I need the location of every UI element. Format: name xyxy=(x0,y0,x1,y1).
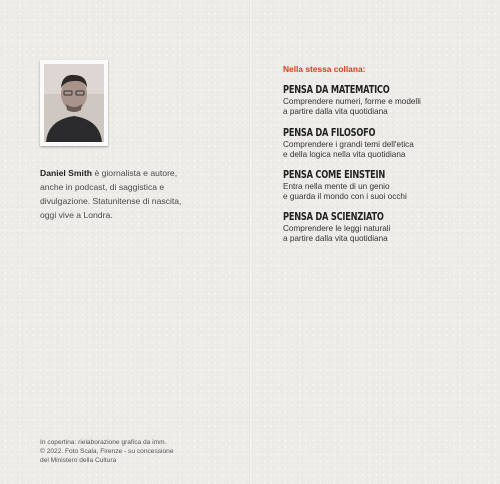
book-entry xyxy=(283,84,483,117)
author-name: Daniel Smith xyxy=(40,168,93,178)
author-portrait-image xyxy=(44,64,104,142)
credit-line: In copertina: rielaborazione grafica da imm. xyxy=(40,439,167,446)
page-fold xyxy=(249,0,251,484)
bio-line: divulgazione. Statunitense di nascita, xyxy=(40,196,182,206)
book-subtitle: Comprendere i grandi temi dell'etica xyxy=(283,140,414,149)
author-photo xyxy=(40,60,108,146)
book-title: PENSA DA FILOSOFO xyxy=(283,127,376,139)
credit-line: del Ministero della Cultura xyxy=(40,457,117,464)
book-title: PENSA COME EINSTEIN xyxy=(283,169,386,181)
book-subtitle: a partire dalla vita quotidiana xyxy=(283,234,388,243)
bio-line: anche in podcast, di saggistica e xyxy=(40,182,165,192)
book-subtitle: Comprendere le leggi naturali xyxy=(283,224,391,233)
book-subtitle: Comprendere numeri, forme e modelli xyxy=(283,97,421,106)
book-subtitle: e guarda il mondo con i suoi occhi xyxy=(283,192,407,201)
bio-line: è giornalista e autore, xyxy=(92,168,178,178)
credit-line: © 2022. Foto Scala, Firenze - su concessione xyxy=(40,448,174,455)
book-entry xyxy=(283,211,483,244)
series-heading: Nella stessa collana: xyxy=(283,64,366,74)
book-entry xyxy=(283,169,483,202)
book-title: PENSA DA MATEMATICO xyxy=(283,84,390,96)
book-subtitle: a partire dalla vita quotidiana xyxy=(283,107,388,116)
book-subtitle: Entra nella mente di un genio xyxy=(283,182,390,191)
cover-credits xyxy=(40,438,230,465)
book-entry xyxy=(283,127,483,160)
book-subtitle: e della logica nella vita quotidiana xyxy=(283,150,406,159)
author-bio xyxy=(40,166,210,222)
book-title: PENSA DA SCIENZIATO xyxy=(283,211,384,223)
bio-line: oggi vive a Londra. xyxy=(40,210,113,220)
